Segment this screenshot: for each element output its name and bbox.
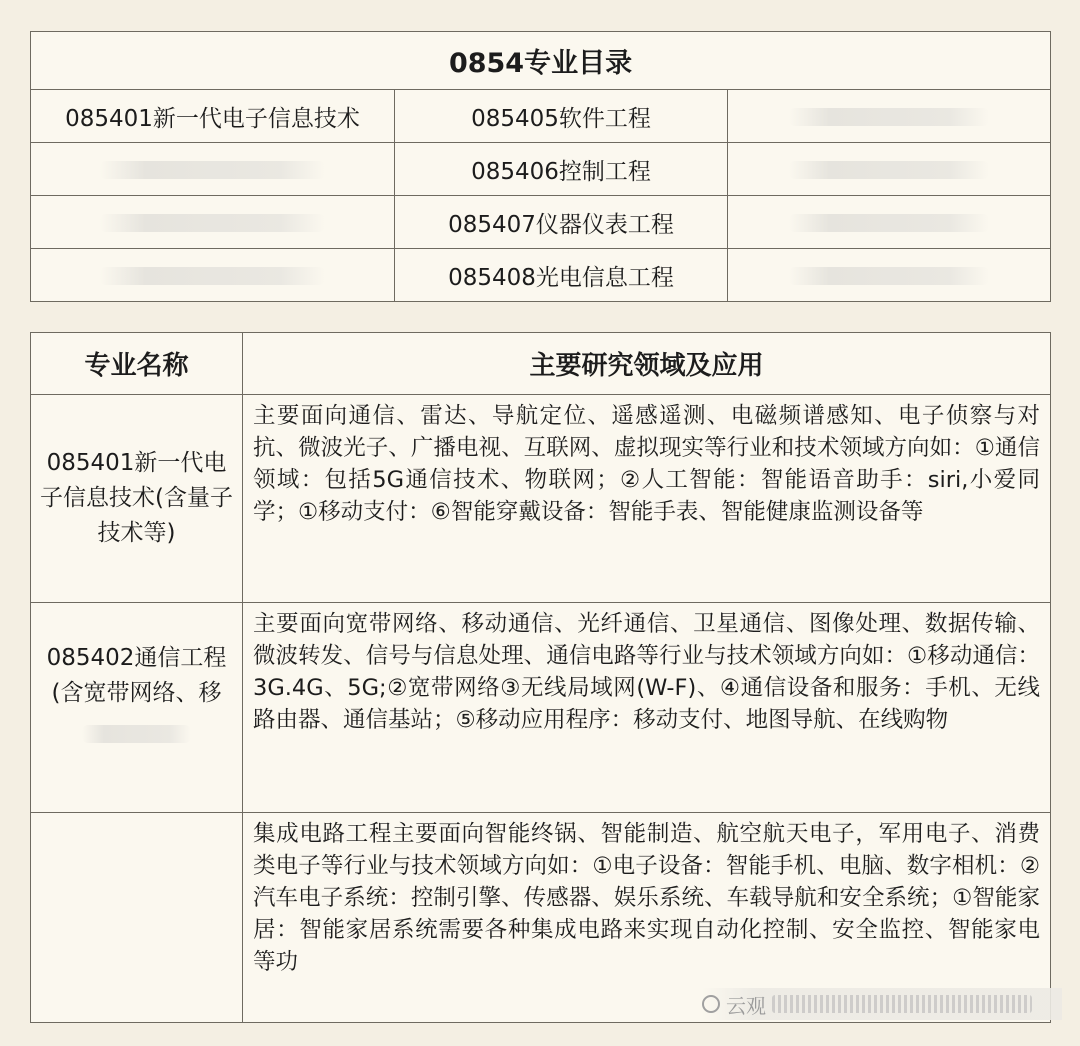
watermark: [702, 988, 1062, 1020]
catalog-title: 0854专业目录: [31, 32, 1051, 90]
catalog-table: [30, 31, 1051, 302]
catalog-cell: 085401新一代电子信息技术: [31, 90, 395, 143]
redaction-blur: [100, 214, 325, 232]
catalog-cell: 085407仪器仪表工程: [395, 196, 728, 249]
catalog-cell-redacted: [728, 90, 1051, 143]
redaction-blur: [100, 161, 325, 179]
major-name: 085401新一代电子信息技术(含量子技术等): [31, 395, 243, 603]
catalog-row: [31, 143, 1051, 196]
catalog-cell-redacted: [31, 249, 395, 302]
major-name-text: 085402通信工程(含宽带网络、移: [46, 645, 227, 706]
fields-table: [30, 332, 1051, 1023]
redaction-blur: [100, 267, 325, 285]
catalog-cell-redacted: [728, 143, 1051, 196]
redaction-blur: [789, 108, 989, 126]
catalog-cell-redacted: [31, 143, 395, 196]
catalog-cell: 085405软件工程: [395, 90, 728, 143]
wechat-logo-icon: [702, 995, 720, 1013]
header-desc: 主要研究领域及应用: [243, 333, 1051, 395]
catalog-row: [31, 196, 1051, 249]
redaction-blur: [789, 267, 989, 285]
redaction-blur: [789, 161, 989, 179]
catalog-row: [31, 90, 1051, 143]
redaction-blur: [82, 725, 191, 743]
watermark-blur: [772, 995, 1032, 1013]
major-name: [31, 603, 243, 813]
header-name: 专业名称: [31, 333, 243, 395]
redaction-blur: [789, 214, 989, 232]
table-row: [31, 603, 1051, 813]
catalog-cell: 085408光电信息工程: [395, 249, 728, 302]
major-desc: 主要面向宽带网络、移动通信、光纤通信、卫星通信、图像处理、数据传输、微波转发、信号与信息处理、通信电路等行业与技术领域方向如：①移动通信：3G.4G、5G;②宽带网络③无线局域网(W-F)、④通信设备和服务：手机、无线路由器、通信基站；⑤移动应用程序：移动支付、地图导航、在线购物: [243, 603, 1051, 813]
major-name-redacted: [31, 813, 243, 1023]
catalog-cell-redacted: [728, 196, 1051, 249]
table-row: [31, 395, 1051, 603]
watermark-text: 云观: [726, 993, 766, 1018]
major-desc: 主要面向通信、雷达、导航定位、遥感遥测、电磁频谱感知、电子侦察与对抗、微波光子、广播电视、互联网、虚拟现实等行业和技术领域方向如：①通信领域：包括5G通信技术、物联网；②人工智能：智能语音助手：siri,小爱同学；①移动支付：⑥智能穿戴设备：智能手表、智能健康监测设备等: [243, 395, 1051, 603]
major-desc: 集成电路工程主要面向智能终锅、智能制造、航空航天电子，军用电子、消费类电子等行业与技术领域方向如：①电子设备：智能手机、电脑、数字相机：②汽车电子系统：控制引擎、传感器、娱乐系统、车载导航和安全系统；①智能家居：智能家居系统需要各种集成电路来实现自动化控制、安全监控、智能家电等功: [243, 813, 1051, 1023]
catalog-cell: 085406控制工程: [395, 143, 728, 196]
catalog-cell-redacted: [31, 196, 395, 249]
catalog-row: [31, 249, 1051, 302]
catalog-cell-redacted: [728, 249, 1051, 302]
